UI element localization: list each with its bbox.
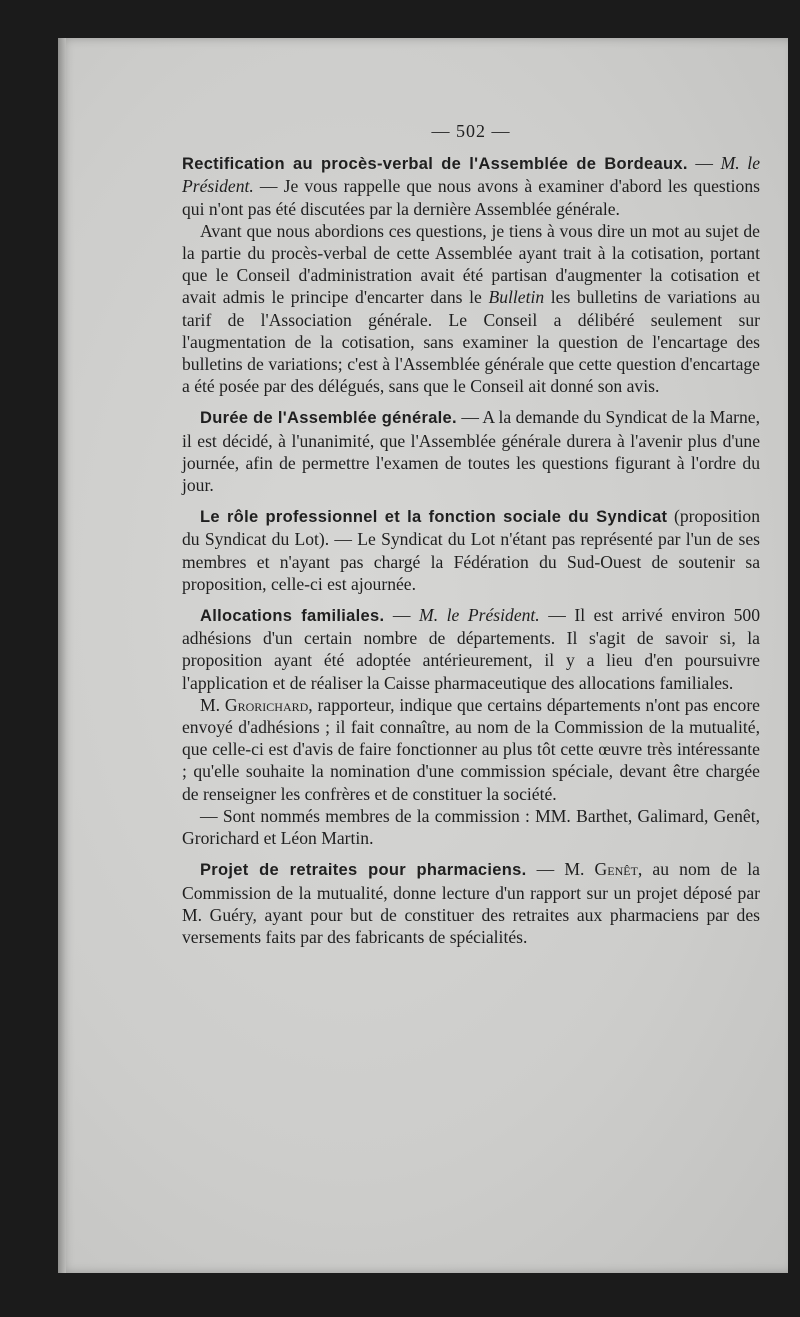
role-heading: Le rôle professionnel et la fonction sociale du Syndicat [200,508,668,527]
rectification-heading: Rectification au procès-verbal de l'Assemblée de Bordeaux. [182,155,688,174]
duree-text: — A la demande du Syndicat de la Marne, il est décidé, à l'unanimité, que l'Assemblée générale durera à l'avenir plus d'une journée, afin de permettre l'examen de toutes les questions figurant à l'ordre du jour. [182,407,760,496]
rectification-dash: — [687,153,721,174]
book-spine-shadow [58,38,66,1273]
allocations-speaker: M. le Président. [419,605,540,626]
allocations-dash: — [384,605,420,626]
rectification-paragraph-2 [182,220,760,398]
retraites-paragraph [182,858,760,948]
genet-name: Genêt [594,859,638,880]
allocations-text: — Il est arrivé environ 500 adhésions d'un certain nombre de départements. Il s'agit de savoir si, la proposition ayant été adoptée antérieurement, il y a lieu d'en poursuivre l'application et de réaliser la Caisse pharmaceutique des allocations familiales. [182,605,761,693]
retraites-text-1: — M. [526,859,595,880]
rectification-text: — Je vous rappelle que nous avons à examiner d'abord les questions qui n'ont pas été discutées par la dernière Assemblée générale. [182,176,760,219]
bulletin-title: Bulletin [488,287,545,308]
role-text: (proposition du Syndicat du Lot). — Le Syndicat du Lot n'étant pas représenté par l'un de ses membres et n'ayant pas chargé la Fédération du Sud-Ouest de soutenir sa proposition, celle-ci est ajournée. [182,506,760,594]
role-paragraph [182,505,760,595]
page-number: — 502 — [431,121,511,141]
retraites-heading: Projet de retraites pour pharmaciens. [200,861,527,880]
allocations-paragraph [182,604,760,694]
allocations-p2-text: , rapporteur, indique que certains départements n'ont pas encore envoyé d'adhésions ; il fait connaître, au nom de la Commission de la mutualité, que celle-ci est d'avis de faire fonctionner au plus tôt cette œuvre très intéressante ; qu'elle souhaite la nomination d'une commission spéciale, devant être chargée de renseigner les confrères et de constituer la société. [182,694,760,804]
grorichard-name: Grorichard [224,694,309,715]
allocations-heading: Allocations familiales. [200,607,385,626]
rectification-paragraph [182,152,760,220]
allocations-p2-prefix: M. [200,694,225,715]
duree-heading: Durée de l'Assemblée générale. [200,409,457,428]
page-text-block [182,120,760,948]
retraites-text-2: , au nom de la Commission de la mutualité, donne lecture d'un rapport sur un projet déposé par M. Guéry, ayant pour but de constituer des retraites aux pharmaciens par des versements faits par des fabricants de spécialités. [182,859,760,947]
duree-paragraph [182,406,760,496]
rectification-speaker: M. le Président. [182,153,761,197]
rectification-p2-before: Avant que nous abordions ces questions, je tiens à vous dire un mot au sujet de la partie du procès-verbal de cette Assemblée ayant trait à la cotisation, portant que le Conseil d'administration avait été partisan d'augmenter la cotisation et avait admis le principe d'encarter dans le [182,220,760,308]
allocations-paragraph-2 [182,694,760,805]
allocations-paragraph-3: — Sont nommés membres de la commission : MM. Barthet, Galimard, Genêt, Grorichard et Léon Martin. [182,805,760,849]
rectification-p2-after: les bulletins de variations au tarif de l'Association générale. Le Conseil a délibéré seulement sur l'augmentation de la cotisation, sans examiner la question de l'encartage des bulletins de variations; c'est à l'Assemblée générale que cette question d'encartage a été posée par des délégués, sans que le Conseil ait donné son avis. [182,287,760,397]
